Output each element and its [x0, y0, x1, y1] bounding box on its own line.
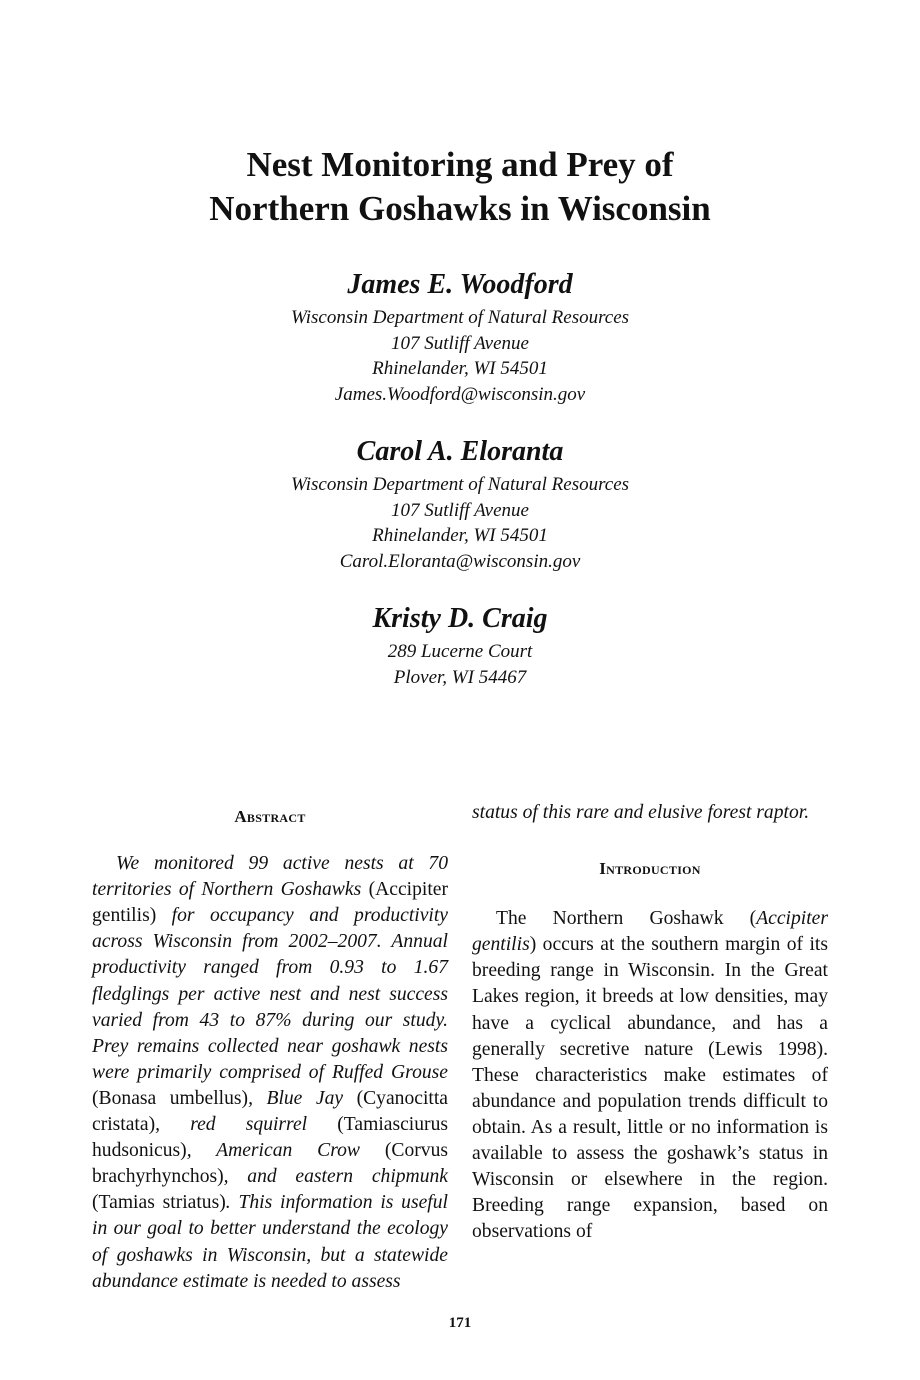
- author-email: Carol.Eloranta@wisconsin.gov: [339, 550, 581, 572]
- abstract-segment: for occupancy and productivity across Wisconsin from 2002–2007. Annual productivity ranged from 0.93 to 1.67 fledglings per active nest and nest success varied from 43 to 87% during our study. Prey remains collected near goshawk nests were primarily comprised of Ruffed Grouse: [92, 905, 448, 1083]
- author-block-1: [0, 268, 920, 407]
- abstract-segment: We monitored 99 active nests at 70 territories of Northern Goshawks: [92, 853, 448, 901]
- affiliation-line: Rhinelander, WI 54501: [372, 358, 548, 379]
- abstract-segment: , American Crow: [186, 1140, 385, 1162]
- species-name: (Bonasa umbellus): [92, 1087, 249, 1109]
- author-block-2: [0, 435, 920, 574]
- abstract-segment: , and eastern chipmunk: [223, 1166, 448, 1188]
- affiliation-line: Wisconsin Department of Natural Resources: [290, 474, 630, 495]
- abstract-heading: Abstract: [234, 807, 306, 826]
- abstract-segment: . This information is useful in our goal to better understand the ecology of goshawks in Wisconsin, but a statewide abundance estimate is needed to assess: [92, 1192, 448, 1292]
- author-name: James E. Woodford: [347, 269, 573, 300]
- author-affiliation: [0, 472, 920, 574]
- abstract-segment: , red squirrel: [155, 1114, 338, 1136]
- species-name: (Tamiasciurus hudsonicus): [92, 1114, 448, 1162]
- affiliation-line: Wisconsin Department of Natural Resources: [290, 307, 630, 328]
- author-affiliation: [0, 305, 920, 407]
- right-column: [472, 800, 828, 1245]
- affiliation-line: 289 Lucerne Court: [387, 641, 533, 662]
- intro-segment: The Northern Goshawk (: [496, 908, 757, 930]
- introduction-heading: Introduction: [599, 859, 701, 879]
- author-email: James.Woodford@wisconsin.gov: [334, 383, 586, 405]
- species-name: (Corvus brachyrhynchos): [92, 1140, 448, 1188]
- intro-segment: ) occurs at the southern margin of its breeding range in Wisconsin. In the Great Lakes region, it breeds at low densities, may have a cyclical abundance, and has a generally secretive nature (Lewis 1998). These characteristics make estimates of abundance and population trends difficult to obtain. As a result, little or no information is available to assess the goshawk’s status in Wisconsin or elsewhere in the region. Breeding range expansion, based on observations of: [472, 934, 828, 1243]
- species-name: (Accipiter gentilis): [92, 879, 448, 927]
- affiliation-line: 107 Sutliff Avenue: [391, 499, 529, 521]
- species-name: (Tamias striatus): [92, 1192, 226, 1214]
- species-name: (Cyanocitta cristata): [92, 1087, 448, 1136]
- affiliation-line: 107 Sutliff Avenue: [391, 332, 529, 354]
- abstract-segment: , Blue Jay: [248, 1087, 357, 1109]
- author-block-3: [0, 602, 920, 690]
- author-affiliation: [0, 639, 920, 690]
- title-line-2: Northern Goshawks in Wisconsin: [209, 189, 711, 228]
- affiliation-line: Rhinelander, WI 54501: [372, 525, 548, 546]
- abstract-text: [92, 851, 448, 1295]
- abstract-text-continued: [472, 800, 828, 826]
- species-name: Accipiter gentilis: [472, 908, 828, 956]
- left-column: [92, 800, 448, 1295]
- author-name: Kristy D. Craig: [372, 603, 548, 634]
- affiliation-line: Plover, WI 54467: [393, 666, 527, 688]
- abstract-continuation-space: [472, 800, 828, 826]
- title-line-1: Nest Monitoring and Prey of: [246, 145, 674, 184]
- abstract-segment: status of this rare and elusive forest raptor.: [472, 802, 810, 823]
- introduction-text: [472, 906, 828, 1245]
- author-name: Carol A. Eloranta: [356, 436, 564, 467]
- paper-title: [0, 143, 920, 231]
- page-number: 171: [448, 1315, 472, 1331]
